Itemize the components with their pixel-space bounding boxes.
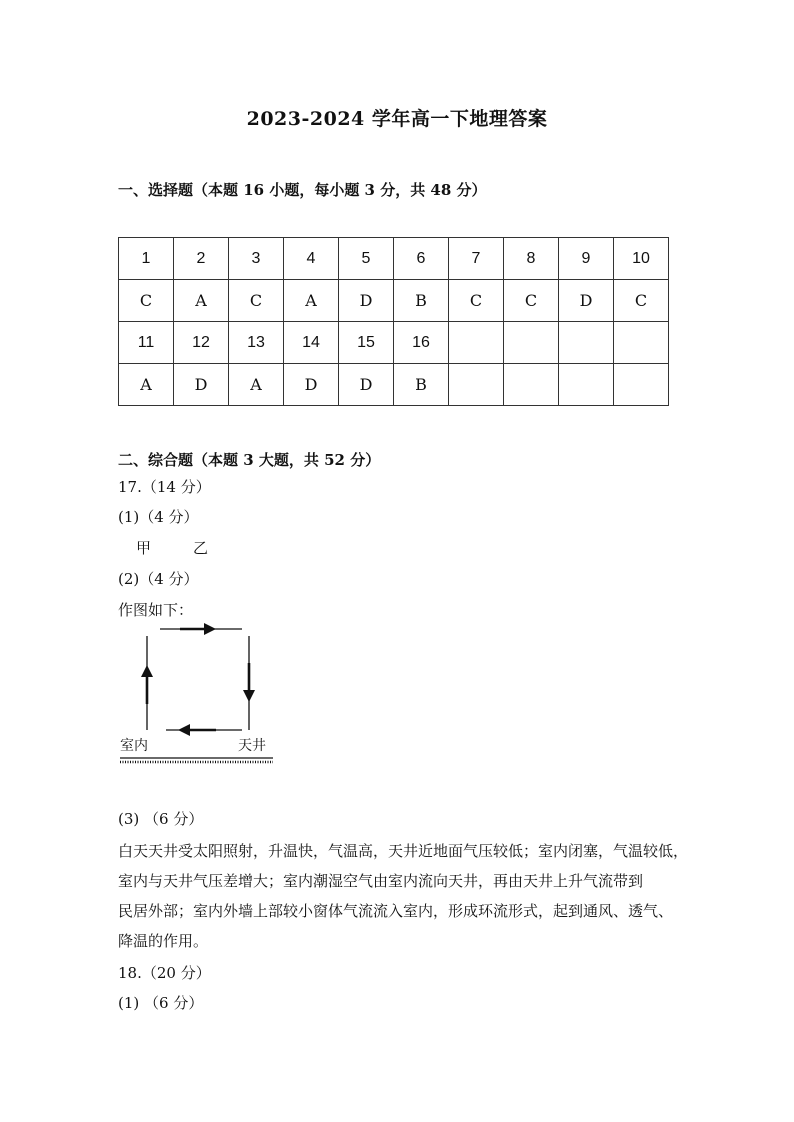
- table-row: [119, 238, 669, 280]
- table-cell: [449, 364, 504, 406]
- q17-part1-answer-b: 乙: [193, 539, 209, 557]
- table-cell: B: [394, 280, 449, 322]
- table-cell: [614, 364, 669, 406]
- table-cell: D: [339, 364, 394, 406]
- table-cell: 5: [339, 238, 394, 280]
- table-cell: 3: [229, 238, 284, 280]
- table-cell: 1: [119, 238, 174, 280]
- table-cell: D: [559, 280, 614, 322]
- page-title: 2023-2024 学年高一下地理答案: [246, 108, 548, 130]
- table-cell: 15: [339, 322, 394, 364]
- table-cell: [614, 322, 669, 364]
- q18-label: 18.（20 分）: [118, 964, 211, 982]
- table-cell: [559, 322, 614, 364]
- table-cell: 6: [394, 238, 449, 280]
- table-cell: D: [174, 364, 229, 406]
- table-cell: D: [339, 280, 394, 322]
- table-cell: C: [614, 280, 669, 322]
- table-cell: 10: [614, 238, 669, 280]
- q17-part3-label: (3) （6 分）: [118, 810, 204, 828]
- ground-line: [120, 758, 273, 762]
- answer-table: [118, 237, 669, 406]
- circulation-loop: [147, 629, 249, 730]
- table-cell: C: [449, 280, 504, 322]
- table-row: [119, 364, 669, 406]
- table-cell: 4: [284, 238, 339, 280]
- table-cell: A: [229, 364, 284, 406]
- flow-arrow-right-down: [243, 663, 255, 702]
- table-cell: C: [504, 280, 559, 322]
- table-cell: 11: [119, 322, 174, 364]
- answer-line: 白天天井受太阳照射，升温快，气温高，天井近地面气压较低；室内闭塞，气温较低，: [118, 842, 689, 860]
- table-cell: A: [284, 280, 339, 322]
- table-cell: C: [119, 280, 174, 322]
- table-cell: [504, 364, 559, 406]
- table-cell: 14: [284, 322, 339, 364]
- answer-line: 室内与天井气压差增大；室内潮湿空气由室内流向天井，再由天井上升气流带到: [118, 872, 644, 890]
- table-cell: [504, 322, 559, 364]
- q17-part1-label: (1)（4 分）: [118, 508, 199, 526]
- q17-part3-answer: [118, 836, 698, 956]
- q17-label: 17.（14 分）: [118, 478, 211, 496]
- table-cell: B: [394, 364, 449, 406]
- table-cell: 12: [174, 322, 229, 364]
- answer-line: 降温的作用。: [118, 932, 209, 950]
- flow-arrow-left-up: [141, 665, 153, 704]
- section2-heading: 二、综合题（本题 3 大题，共 52 分）: [118, 451, 381, 469]
- circulation-diagram: [118, 618, 278, 768]
- table-cell: D: [284, 364, 339, 406]
- table-cell: C: [229, 280, 284, 322]
- table-row: [119, 280, 669, 322]
- table-cell: 16: [394, 322, 449, 364]
- q17-part2-label: (2)（4 分）: [118, 570, 199, 588]
- table-cell: 8: [504, 238, 559, 280]
- q18-part1-label: (1) （6 分）: [118, 994, 204, 1012]
- flow-arrow-bottom-left: [178, 724, 216, 736]
- table-cell: 13: [229, 322, 284, 364]
- table-cell: 2: [174, 238, 229, 280]
- answer-line: 民居外部；室内外墙上部较小窗体气流流入室内，形成环流形式，起到通风、透气、: [118, 902, 674, 920]
- table-cell: 7: [449, 238, 504, 280]
- flow-arrow-top: [180, 623, 216, 635]
- table-cell: [559, 364, 614, 406]
- table-cell: [449, 322, 504, 364]
- q17-part1-answer-a: 甲: [136, 539, 152, 557]
- table-cell: A: [174, 280, 229, 322]
- diagram-label-courtyard: 天井: [238, 737, 266, 753]
- section1-heading: 一、选择题（本题 16 小题，每小题 3 分，共 48 分）: [118, 181, 487, 199]
- q17-part2-text: 作图如下：: [118, 601, 194, 619]
- diagram-label-indoor: 室内: [120, 737, 148, 753]
- table-cell: 9: [559, 238, 614, 280]
- table-cell: A: [119, 364, 174, 406]
- table-row: [119, 322, 669, 364]
